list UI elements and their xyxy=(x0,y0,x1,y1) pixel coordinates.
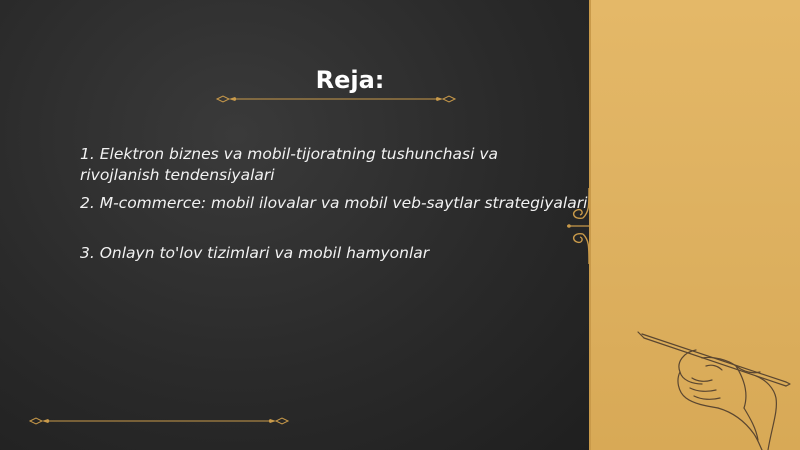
scroll-ornament-icon xyxy=(563,186,593,266)
ornamental-divider-icon xyxy=(215,92,457,106)
ornamental-divider-icon xyxy=(28,414,290,428)
agenda-item-1: 1. Elektron biznes va mobil-tijoratning tushunchasi va rivojlanish tendensiyalari xyxy=(80,145,498,184)
hand-writing-icon xyxy=(636,322,796,450)
agenda-item-2: 2. M-commerce: mobil ilovalar va mobil veb-saytlar strategiyalari xyxy=(80,194,588,212)
slide-title: Reja: xyxy=(315,66,385,94)
agenda-item-3: 3. Onlayn to'lov tizimlari va mobil hamyonlar xyxy=(80,244,430,262)
